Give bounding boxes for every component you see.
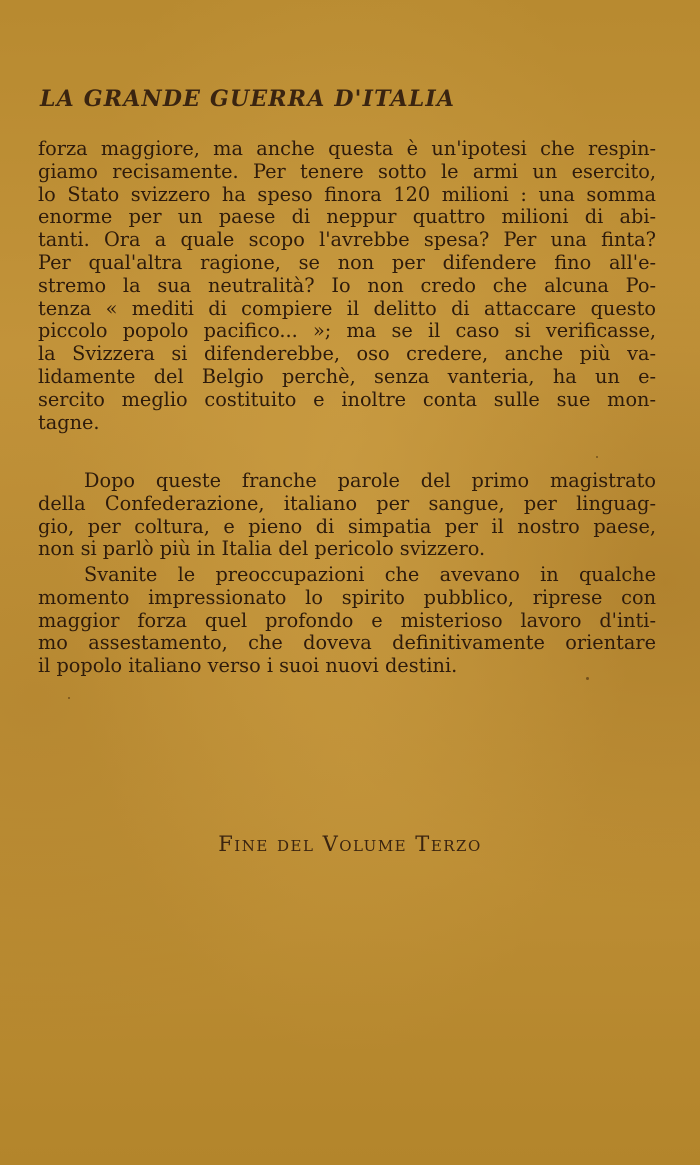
- text-line: tagne.: [38, 410, 100, 434]
- paper-speck: [586, 677, 589, 680]
- end-of-volume-note: Fine del Volume Terzo: [218, 832, 482, 856]
- text-line: la Svizzera si difenderebbe, oso credere, anche più va-: [38, 342, 656, 366]
- text-line: lidamente del Belgio perchè, senza vanteria, ha un e-: [38, 364, 656, 388]
- text-line: piccolo popolo pacifico... »; ma se il caso si verificasse,: [38, 319, 656, 343]
- paragraph-1: [38, 138, 656, 434]
- text-line: Dopo queste franche parole del primo magistrato: [84, 469, 656, 492]
- text-line: non si parlò più in Italia del pericolo svizzero.: [38, 537, 486, 561]
- text-line: sercito meglio costituito e inoltre conta sulle sue mon-: [38, 387, 656, 411]
- text-line: della Confederazione, italiano per sangue, per linguag-: [38, 491, 656, 515]
- text-line: stremo la sua neutralità? Io non credo che alcuna Po-: [38, 273, 656, 297]
- text-line: Svanite le preoccupazioni che avevano in qualche: [84, 563, 656, 586]
- paper-speck: [68, 697, 70, 699]
- text-line: il popolo italiano verso i suoi nuovi destini.: [38, 654, 458, 678]
- text-line: Per qual'altra ragione, se non per difendere fino all'e-: [38, 250, 656, 274]
- text-line: gio, per coltura, e pieno di simpatia per il nostro paese,: [38, 514, 656, 538]
- paragraph-3: [38, 564, 656, 678]
- text-line: momento impressionato lo spirito pubblico, riprese con: [38, 585, 656, 609]
- paragraph-2: [38, 470, 656, 561]
- text-line: tanti. Ora a quale scopo l'avrebbe spesa? Per una finta?: [38, 228, 656, 252]
- text-line: maggior forza quel profondo e misterioso lavoro d'inti-: [38, 608, 656, 632]
- text-line: mo assestamento, che doveva definitivamente orientare: [38, 631, 656, 655]
- text-line: tenza « mediti di compiere il delitto di attaccare questo: [38, 296, 656, 320]
- text-line: giamo recisamente. Per tenere sotto le armi un esercito,: [38, 159, 656, 183]
- paper-speck: [596, 456, 598, 458]
- text-line: enorme per un paese di neppur quattro milioni di abi-: [38, 205, 656, 229]
- running-head: LA GRANDE GUERRA D'ITALIA: [40, 86, 456, 112]
- text-line: lo Stato svizzero ha speso finora 120 milioni : una somma: [38, 182, 656, 206]
- text-line: forza maggiore, ma anche questa è un'ipotesi che respin-: [38, 137, 656, 160]
